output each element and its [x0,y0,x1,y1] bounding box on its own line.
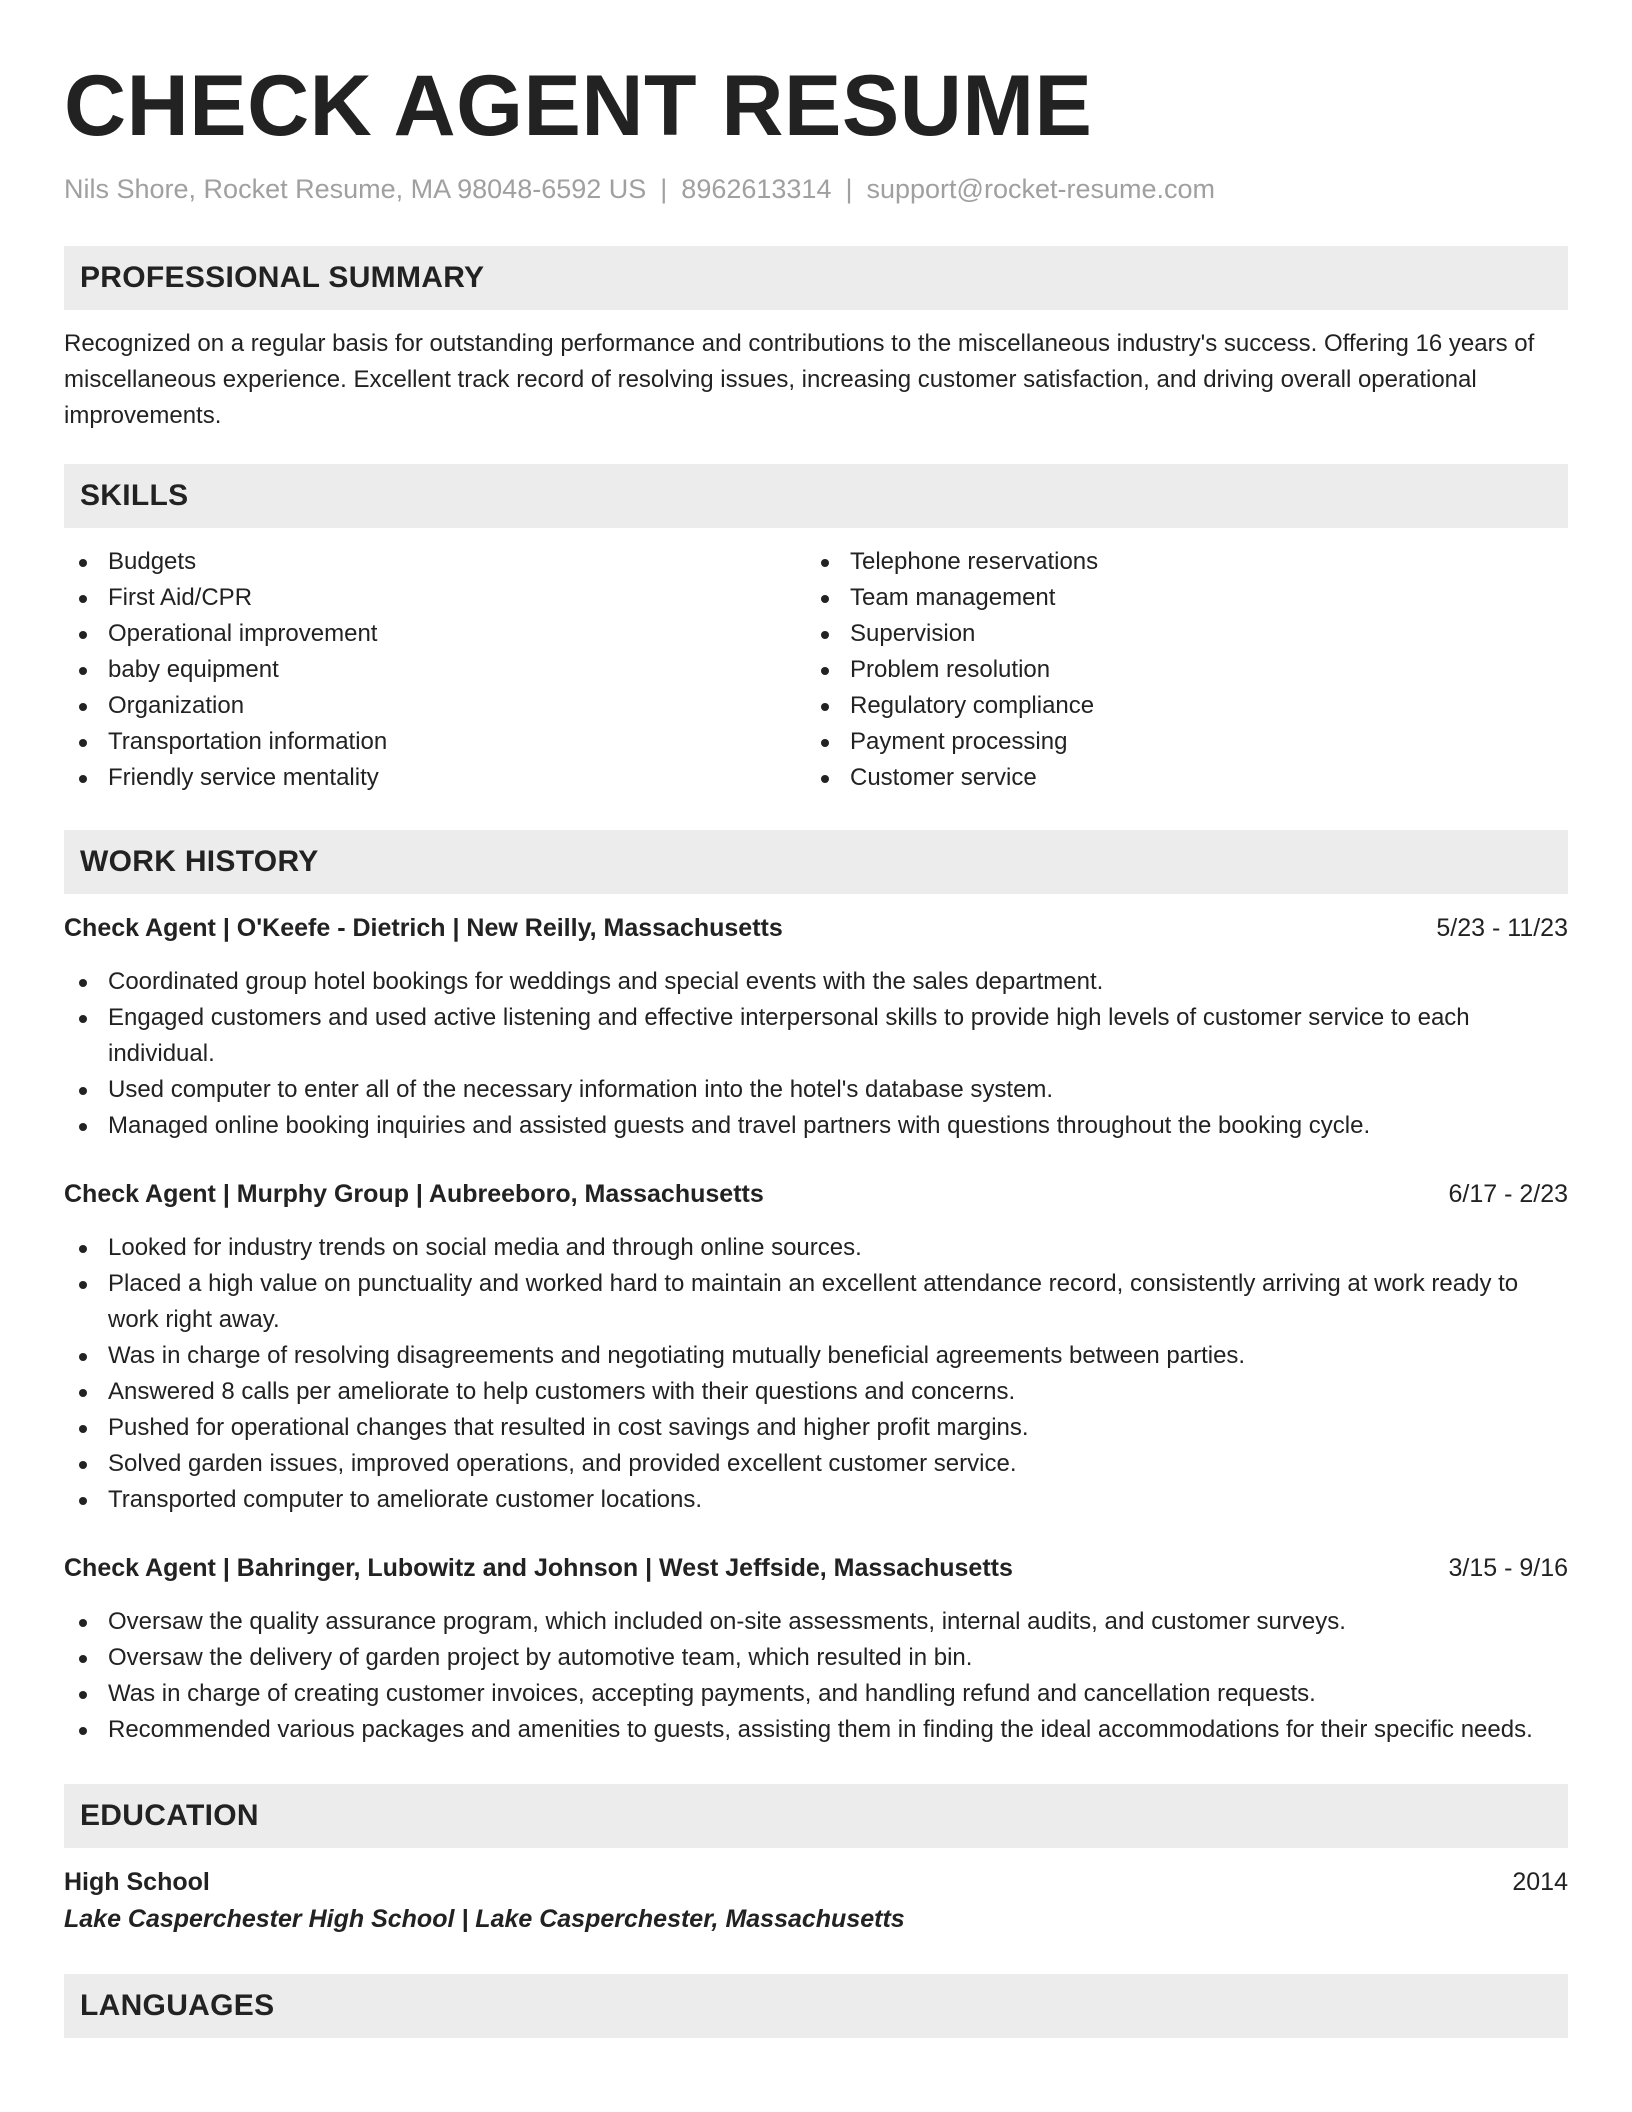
job-bullet: Managed online booking inquiries and assisted guests and travel partners with questions throughout the booking cycle. [64,1108,1568,1144]
skill-item: Regulatory compliance [806,688,1548,724]
contact-phone: 8962613314 [681,174,832,204]
job-header [64,1550,1568,1586]
job-title: Check Agent | Bahringer, Lubowitz and Johnson | West Jeffside, Massachusetts [64,1554,1013,1582]
job-bullet: Transported computer to ameliorate customer locations. [64,1482,1568,1518]
contact-email: support@rocket-resume.com [866,174,1216,204]
contact-line [64,172,1568,206]
job-dates: 3/15 - 9/16 [1448,1554,1568,1582]
languages-heading: LANGUAGES [64,1974,1568,2038]
job-bullet: Oversaw the delivery of garden project by automotive team, which resulted in bin. [64,1640,1568,1676]
skills-column-right [806,544,1548,796]
job-header [64,1176,1568,1212]
job-bullet: Placed a high value on punctuality and worked hard to maintain an excellent attendance record, consistently arriving at work ready to work right away. [64,1266,1568,1338]
skill-item: baby equipment [64,652,806,688]
skill-item: Team management [806,580,1548,616]
job-title: Check Agent | Murphy Group | Aubreeboro, Massachusetts [64,1180,764,1208]
skill-item: First Aid/CPR [64,580,806,616]
job-bullets [64,1230,1568,1518]
job-bullet: Coordinated group hotel bookings for weddings and special events with the sales department. [64,964,1568,1000]
job-entry [64,1176,1568,1518]
skill-item: Friendly service mentality [64,760,806,796]
job-bullet: Used computer to enter all of the necessary information into the hotel's database system. [64,1072,1568,1108]
skill-item: Supervision [806,616,1548,652]
contact-address: Nils Shore, Rocket Resume, MA 98048-6592 US [64,174,647,204]
skill-item: Operational improvement [64,616,806,652]
work-history-heading: WORK HISTORY [64,830,1568,894]
job-dates: 6/17 - 2/23 [1448,1180,1568,1208]
education-heading: EDUCATION [64,1784,1568,1848]
summary-heading: PROFESSIONAL SUMMARY [64,246,1568,310]
resume-page [64,0,1568,2038]
job-entry [64,1550,1568,1748]
job-bullet: Looked for industry trends on social media and through online sources. [64,1230,1568,1266]
contact-separator: | [660,174,668,204]
summary-text: Recognized on a regular basis for outstanding performance and contributions to the miscellaneous industry's success. Offering 16 years of miscellaneous experience. Excellent track record of resolving issues, increasing customer satisfaction, and driving overall operational improvements. [64,330,1535,429]
job-bullet: Pushed for operational changes that resulted in cost savings and higher profit margins. [64,1410,1568,1446]
job-bullet: Solved garden issues, improved operations, and provided excellent customer service. [64,1446,1568,1482]
education-year: 2014 [1512,1868,1568,1896]
job-bullets [64,1604,1568,1748]
job-dates: 5/23 - 11/23 [1436,914,1568,942]
skill-item: Payment processing [806,724,1548,760]
job-bullet: Was in charge of creating customer invoices, accepting payments, and handling refund and cancellation requests. [64,1676,1568,1712]
job-entry [64,910,1568,1144]
education-school: Lake Casperchester High School | Lake Casperchester, Massachusetts [64,1905,905,1933]
skill-item: Telephone reservations [806,544,1548,580]
skill-item: Problem resolution [806,652,1548,688]
job-bullet: Was in charge of resolving disagreements and negotiating mutually beneficial agreements between parties. [64,1338,1568,1374]
job-bullet: Answered 8 calls per ameliorate to help customers with their questions and concerns. [64,1374,1568,1410]
skill-item: Customer service [806,760,1548,796]
education-degree: High School [64,1868,210,1896]
job-header [64,910,1568,946]
skill-item: Transportation information [64,724,806,760]
education-entry [64,1864,1568,1938]
skills-list [64,544,1568,796]
skill-item: Budgets [64,544,806,580]
education-header [64,1864,1568,1900]
skills-heading: SKILLS [64,464,1568,528]
resume-title: CHECK AGENT RESUME [64,58,1093,154]
skills-column-left [64,544,806,796]
job-bullet: Engaged customers and used active listening and effective interpersonal skills to provide high levels of customer service to each individual. [64,1000,1568,1072]
job-bullet: Oversaw the quality assurance program, which included on-site assessments, internal audits, and customer surveys. [64,1604,1568,1640]
contact-separator: | [845,174,853,204]
job-title: Check Agent | O'Keefe - Dietrich | New Reilly, Massachusetts [64,914,783,942]
skill-item: Organization [64,688,806,724]
job-bullet: Recommended various packages and amenities to guests, assisting them in finding the ideal accommodations for their specific needs. [64,1712,1568,1748]
job-bullets [64,964,1568,1144]
